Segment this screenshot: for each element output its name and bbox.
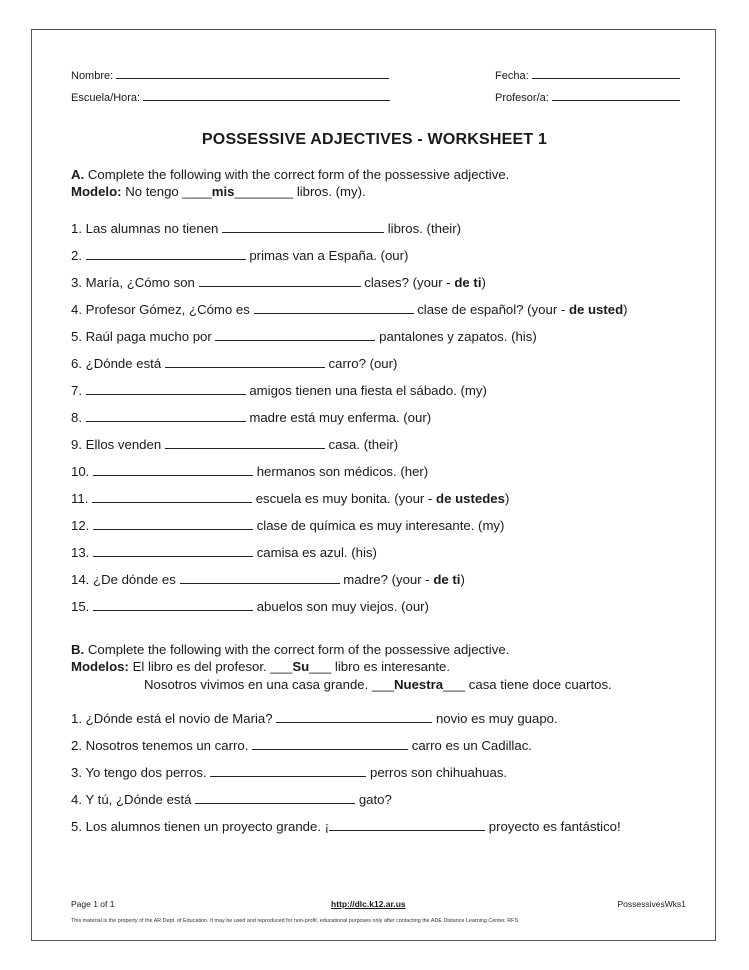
a-item-14-blank[interactable] (180, 572, 340, 584)
a-item-15-post: abuelos son muy viejos. (our) (256, 599, 429, 614)
a-item-9-pre: Ellos venden (85, 437, 162, 452)
footer-notice: This material is the property of the AR Dept. of Education. It may be used and reproduced for non-profit, educational purposes only after contacting the ADE Distance Learning Center. RFS (71, 918, 519, 924)
modelo-label: Modelo: (71, 184, 122, 199)
fecha-label: Fecha: (495, 70, 529, 82)
a-item-9-blank[interactable] (165, 437, 325, 449)
a-item-9-post: casa. (their) (328, 437, 399, 452)
a-item-13-post: camisa es azul. (his) (256, 545, 377, 560)
a-item-13-blank[interactable] (93, 545, 253, 557)
a-item-3-pre: María, ¿Cómo son (85, 275, 195, 290)
profesor-label: Profesor/a: (495, 92, 549, 104)
a-item-7-blank[interactable] (86, 383, 246, 395)
a-item-5-post: pantalones y zapatos. (his) (379, 329, 537, 344)
a-item-4-blank[interactable] (254, 302, 414, 314)
a-item-14-end: ) (460, 572, 465, 587)
m1-answer: Su (292, 659, 310, 674)
escuela-line[interactable] (143, 90, 390, 101)
section-b-instruction-text: Complete the following with the correct form of the possessive adjective. (87, 642, 510, 657)
a-item-8 (71, 410, 431, 425)
a-item-10-num: 10. (71, 464, 90, 479)
m2-answer: Nuestra (393, 677, 444, 692)
profesor-field[interactable] (495, 90, 680, 104)
a-item-2-num: 2. (71, 248, 82, 263)
modelo-post: ________ libros. (my). (234, 184, 366, 199)
b-item-3-post: perros son chihuahuas. (370, 765, 508, 780)
a-item-1-blank[interactable] (222, 221, 384, 233)
fecha-field[interactable] (495, 68, 680, 82)
modelo-answer: mis (211, 184, 235, 199)
a-item-12-blank[interactable] (93, 518, 253, 530)
a-item-5-blank[interactable] (215, 329, 375, 341)
b-item-1-post: novio es muy guapo. (435, 711, 558, 726)
footer-page: Page 1 of 1 (71, 899, 115, 909)
b-item-5-blank[interactable] (329, 819, 485, 831)
section-b-letter: B. (71, 642, 85, 657)
a-item-14 (71, 572, 465, 587)
b-item-1 (71, 711, 558, 726)
m2-post: ___ casa tiene doce cuartos. (443, 677, 612, 692)
m1-pre: El libro es del profesor. ___ (132, 659, 293, 674)
a-item-3-post: clases? (your - (364, 275, 451, 290)
a-item-2 (71, 248, 408, 263)
a-item-6 (71, 356, 397, 371)
b-item-3-num: 3. (71, 765, 82, 780)
a-item-7 (71, 383, 487, 398)
escuela-field[interactable] (71, 90, 390, 104)
b-item-2-post: carro es un Cadillac. (411, 738, 532, 753)
escuela-label: Escuela/Hora: (71, 92, 141, 104)
a-item-2-blank[interactable] (86, 248, 246, 260)
b-item-5-pre: Los alumnos tienen un proyecto grande. ¡ (85, 819, 330, 834)
a-item-1-pre: Las alumnas no tienen (85, 221, 219, 236)
a-item-7-post: amigos tienen una fiesta el sábado. (my) (249, 383, 487, 398)
b-item-4-pre: Y tú, ¿Dónde está (85, 792, 192, 807)
a-item-3-end: ) (481, 275, 486, 290)
a-item-10-post: hermanos son médicos. (her) (256, 464, 429, 479)
b-item-2-blank[interactable] (252, 738, 408, 750)
a-item-3 (71, 275, 486, 290)
a-item-5-num: 5. (71, 329, 82, 344)
b-item-3-pre: Yo tengo dos perros. (85, 765, 207, 780)
b-item-2-num: 2. (71, 738, 82, 753)
a-item-11-end: ) (504, 491, 510, 506)
nombre-line[interactable] (116, 68, 389, 79)
a-item-4-num: 4. (71, 302, 82, 317)
modelo-pre: No tengo ____ (125, 184, 212, 199)
profesor-line[interactable] (552, 90, 680, 101)
a-item-11-post: escuela es muy bonita. (your - (255, 491, 433, 506)
a-item-11 (71, 491, 509, 506)
a-item-1 (71, 221, 461, 236)
a-item-8-post: madre está muy enferma. (our) (249, 410, 432, 425)
modelos-label: Modelos: (71, 659, 129, 674)
a-item-2-post: primas van a España. (our) (249, 248, 409, 263)
a-item-14-num: 14. (71, 572, 90, 587)
a-item-9-num: 9. (71, 437, 82, 452)
a-item-11-bold: de ustedes (436, 491, 505, 506)
a-item-3-bold: de ti (454, 275, 482, 290)
b-item-5 (71, 819, 621, 834)
a-item-1-num: 1. (71, 221, 82, 236)
a-item-14-post: madre? (your - (343, 572, 430, 587)
nombre-field[interactable] (71, 68, 389, 82)
a-item-3-blank[interactable] (199, 275, 361, 287)
a-item-13 (71, 545, 377, 560)
a-item-4-post: clase de español? (your - (417, 302, 566, 317)
a-item-13-num: 13. (71, 545, 90, 560)
b-item-3-blank[interactable] (210, 765, 366, 777)
section-a-instruction (71, 167, 509, 182)
a-item-8-num: 8. (71, 410, 82, 425)
section-a-modelo (71, 184, 366, 199)
a-item-9 (71, 437, 398, 452)
a-item-10-blank[interactable] (93, 464, 253, 476)
section-a-letter: A. (71, 167, 85, 182)
a-item-6-num: 6. (71, 356, 82, 371)
m2-pre: Nosotros vivimos en una casa grande. ___ (144, 677, 394, 692)
a-item-12-post: clase de química es muy interesante. (my) (256, 518, 505, 533)
section-b-instruction (71, 642, 509, 657)
a-item-15-blank[interactable] (93, 599, 253, 611)
a-item-11-num: 11. (71, 491, 89, 506)
a-item-6-blank[interactable] (165, 356, 325, 368)
b-item-4-blank[interactable] (195, 792, 355, 804)
nombre-label: Nombre: (71, 70, 114, 82)
m1-post: ___ libro es interesante. (309, 659, 450, 674)
footer-code: PossessivesWks1 (617, 899, 686, 909)
b-item-3 (71, 765, 507, 780)
b-item-2 (71, 738, 532, 753)
a-item-7-num: 7. (71, 383, 82, 398)
footer-url-link[interactable]: http://dlc.k12.ar.us (331, 899, 406, 909)
b-item-4-post: gato? (358, 792, 392, 807)
a-item-4-bold: de usted (568, 302, 624, 317)
a-item-6-pre: ¿Dónde está (85, 356, 162, 371)
page-title: POSSESSIVE ADJECTIVES - WORKSHEET 1 (201, 131, 548, 148)
b-item-4 (71, 792, 392, 807)
a-item-4-pre: Profesor Gómez, ¿Cómo es (85, 302, 250, 317)
a-item-3-num: 3. (71, 275, 82, 290)
a-item-15 (71, 599, 429, 614)
section-b-modelo-2 (144, 677, 612, 692)
a-item-4 (71, 302, 628, 317)
section-a-instruction-text: Complete the following with the correct form of the possessive adjective. (87, 167, 510, 182)
a-item-14-bold: de ti (433, 572, 461, 587)
b-item-5-post: proyecto es fantástico! (488, 819, 621, 834)
b-item-1-blank[interactable] (276, 711, 432, 723)
b-item-2-pre: Nosotros tenemos un carro. (85, 738, 249, 753)
a-item-14-pre: ¿De dónde es (93, 572, 176, 587)
b-item-1-pre: ¿Dónde está el novio de Maria? (85, 711, 273, 726)
a-item-11-blank[interactable] (92, 491, 252, 503)
fecha-line[interactable] (532, 68, 680, 79)
a-item-8-blank[interactable] (86, 410, 246, 422)
a-item-6-post: carro? (our) (328, 356, 398, 371)
a-item-1-post: libros. (their) (387, 221, 461, 236)
a-item-15-num: 15. (71, 599, 90, 614)
b-item-5-num: 5. (71, 819, 82, 834)
a-item-12-num: 12. (71, 518, 90, 533)
a-item-5 (71, 329, 537, 344)
a-item-12 (71, 518, 504, 533)
a-item-5-pre: Raúl paga mucho por (85, 329, 212, 344)
section-b-modelo-1 (71, 659, 450, 674)
b-item-4-num: 4. (71, 792, 82, 807)
b-item-1-num: 1. (71, 711, 82, 726)
a-item-10 (71, 464, 428, 479)
a-item-4-end: ) (623, 302, 628, 317)
